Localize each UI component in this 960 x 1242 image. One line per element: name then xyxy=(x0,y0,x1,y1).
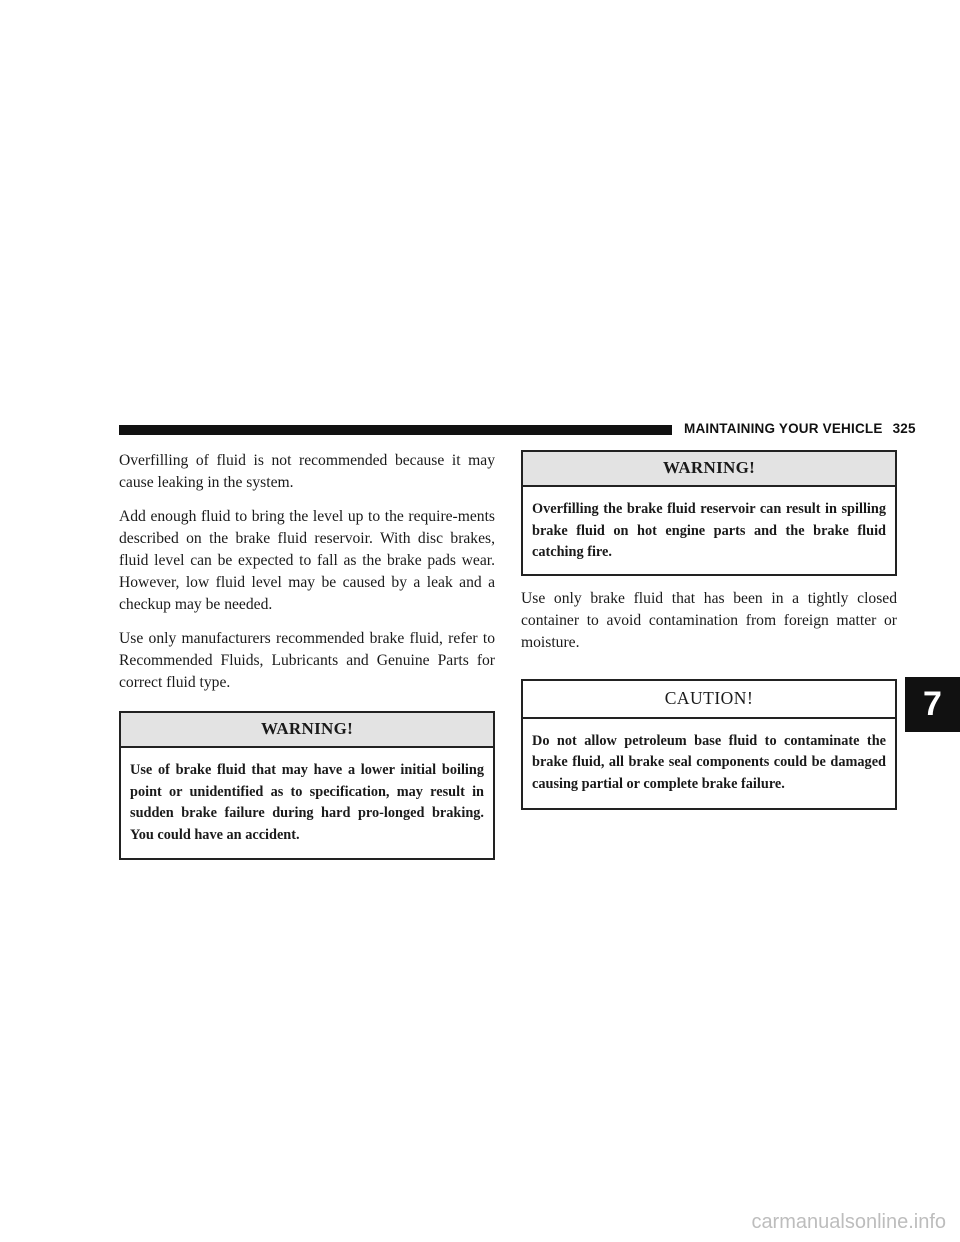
caution-text: Do not allow petroleum base fluid to contaminate the brake fluid, all brake seal components could be damaged causing partial or complete brake failure. xyxy=(532,732,886,792)
warning-title: WARNING! xyxy=(121,713,493,748)
section-title: MAINTAINING YOUR VEHICLE xyxy=(684,421,883,436)
left-column xyxy=(119,450,495,860)
paragraph-add-fluid: Add enough fluid to bring the level up to the require-ments described on the brake fluid reservoir. With disc brakes, fluid level can be expected to fall as the brake pads wear. However, low fluid level may be caused by a leak and a checkup may be needed. xyxy=(119,508,495,613)
warning-box-overfilling xyxy=(521,450,897,576)
chapter-tab: 7 xyxy=(905,677,960,732)
warning-text: Overfilling the brake fluid reservoir can result in spilling brake fluid on hot engine parts and the brake fluid catching fire. xyxy=(532,501,886,560)
caution-title: CAUTION! xyxy=(523,681,895,719)
warning-title: WARNING! xyxy=(523,452,895,487)
watermark: carmanualsonline.info xyxy=(751,1211,946,1233)
caution-box-petroleum xyxy=(521,679,897,811)
warning-text: Use of brake fluid that may have a lower initial boiling point or unidentified as to specification, may result in sudden brake failure during hard pro-longed braking. You could have an accident. xyxy=(130,762,484,843)
paragraph-overfilling: Overfilling of fluid is not recommended because it may cause leaking in the system. xyxy=(119,452,495,491)
paragraph-recommended-fluid: Use only manufacturers recommended brake fluid, refer to Recommended Fluids, Lubricants and Genuine Parts for correct fluid type. xyxy=(119,630,495,691)
page-number: 325 xyxy=(892,421,916,436)
paragraph-closed-container: Use only brake fluid that has been in a tightly closed container to avoid contamination from foreign matter or moisture. xyxy=(521,589,897,651)
warning-box-low-boiling-point xyxy=(119,711,495,860)
header-rule xyxy=(119,425,672,435)
right-column xyxy=(521,450,897,810)
running-header xyxy=(684,421,916,436)
